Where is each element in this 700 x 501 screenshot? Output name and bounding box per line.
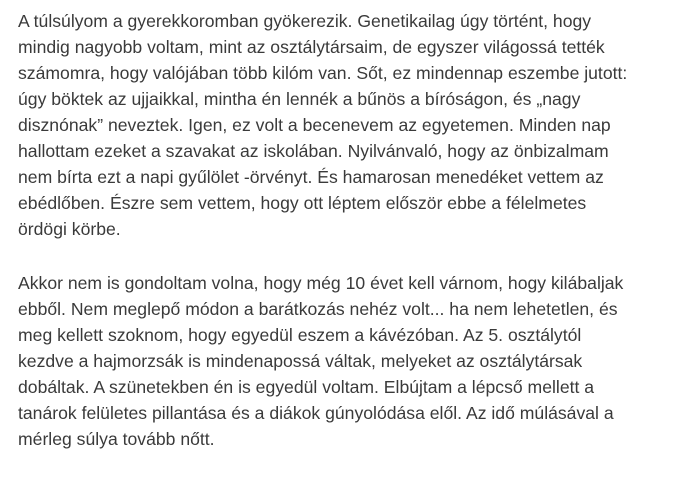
text-line: nem bírta ezt a napi gyűlölet -örvényt. És hamarosan menedéket vettem az xyxy=(18,167,604,187)
paragraph-1 xyxy=(18,8,684,242)
text-line: mérleg súlya tovább nőtt. xyxy=(18,429,215,449)
paragraph-2 xyxy=(18,270,684,452)
text-line: tanárok felületes pillantása és a diákok gúnyolódása elől. Az idő múlásával a xyxy=(18,403,614,423)
text-line: dobáltak. A szünetekben én is egyedül voltam. Elbújtam a lépcső mellett a xyxy=(18,377,595,397)
text-line: ebből. Nem meglepő módon a barátkozás nehéz volt... ha nem lehetetlen, és xyxy=(18,299,618,319)
text-line: úgy böktek az ujjaikkal, mintha én lennék a bűnös a bíróságon, és „nagy xyxy=(18,89,581,109)
text-line: Akkor nem is gondoltam volna, hogy még 10 évet kell várnom, hogy kilábaljak xyxy=(18,273,624,293)
text-line: ördögi körbe. xyxy=(18,219,121,239)
text-line: számomra, hogy valójában több kilóm van. Sőt, ez mindennap eszembe jutott: xyxy=(18,63,628,83)
text-line: A túlsúlyom a gyerekkoromban gyökerezik. Genetikailag úgy történt, hogy xyxy=(18,11,592,31)
text-line: mindig nagyobb voltam, mint az osztálytársaim, de egyszer világossá tették xyxy=(18,37,605,57)
text-line: ebédlőben. Észre sem vettem, hogy ott léptem először ebbe a félelmetes xyxy=(18,193,587,213)
text-line: hallottam ezeket a szavakat az iskolában. Nyilvánvaló, hogy az önbizalmam xyxy=(18,141,609,161)
text-line: meg kellett szoknom, hogy egyedül eszem a kávézóban. Az 5. osztálytól xyxy=(18,325,582,345)
text-line: kezdve a hajmorzsák is mindenapossá váltak, melyeket az osztálytársak xyxy=(18,351,583,371)
text-line: disznónak” neveztek. Igen, ez volt a becenevem az egyetemen. Minden nap xyxy=(18,115,611,135)
